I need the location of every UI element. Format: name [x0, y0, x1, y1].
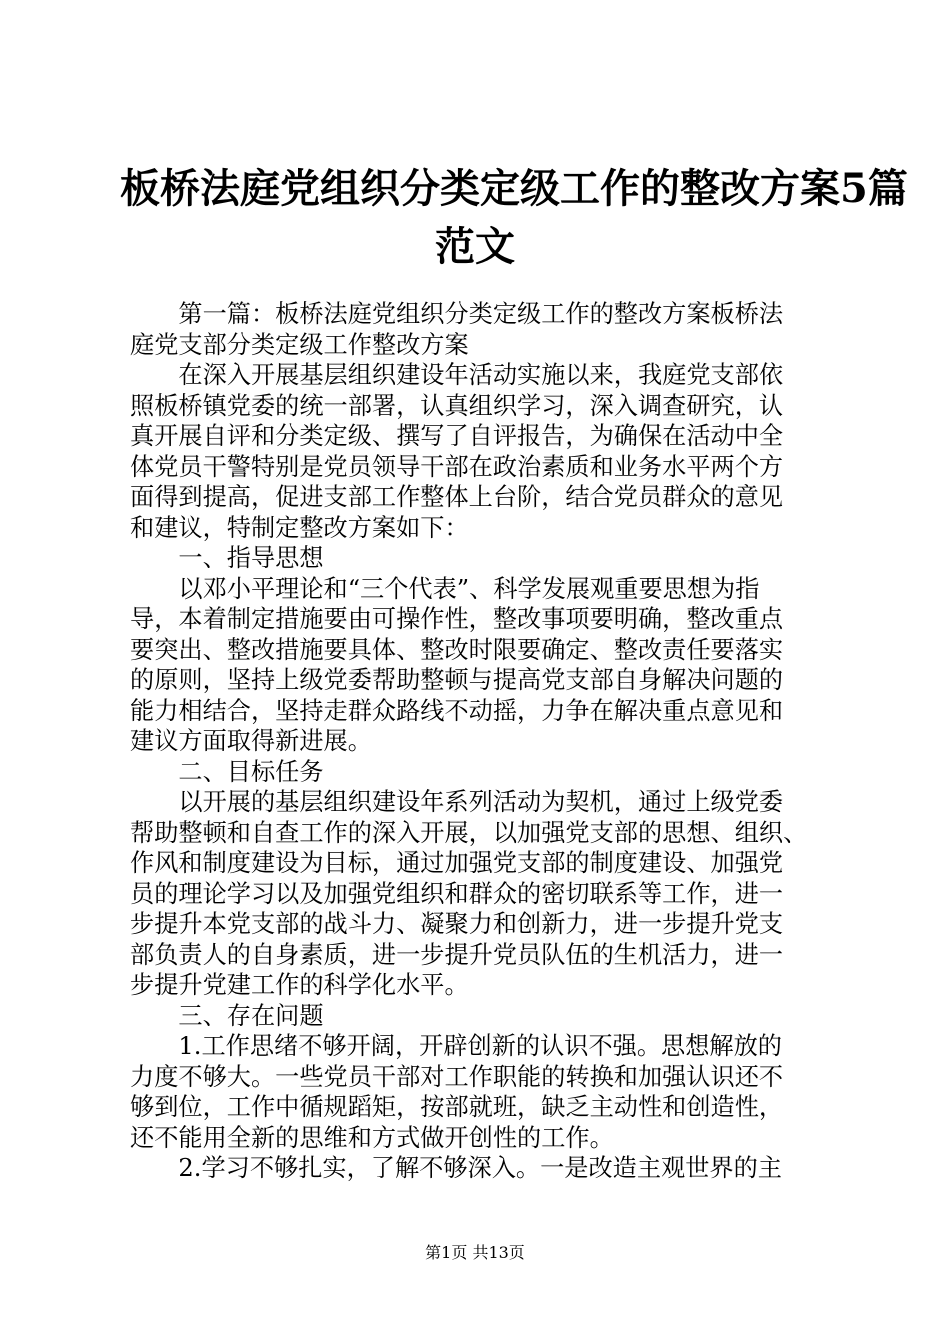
body-line: 够到位，工作中循规蹈矩，按部就班，缺乏主动性和创造性，: [130, 1093, 784, 1121]
document-body: [130, 299, 830, 1184]
body-line: 2.学习不够扎实，了解不够深入。一是改造主观世界的主: [130, 1154, 782, 1182]
body-line: 三、存在问题: [130, 1001, 324, 1030]
body-line: 力度不够大。一些党员干部对工作职能的转换和加强认识还不: [130, 1062, 784, 1091]
body-line: 作风和制度建设为目标，通过加强党支部的制度建设、加强党: [130, 849, 784, 877]
body-line: 的原则，坚持上级党委帮助整顿与提高党支部自身解决问题的: [130, 666, 784, 694]
body-line: 员的理论学习以及加强党组织和群众的密切联系等工作，进一: [130, 879, 784, 908]
body-line: 还不能用全新的思维和方式做开创性的工作。: [130, 1123, 614, 1152]
body-line: 步提升党建工作的科学化水平。: [130, 971, 469, 999]
body-line: 和建议，特制定整改方案如下：: [130, 513, 469, 542]
body-line: 导，本着制定措施要由可操作性，整改事项要明确，整改重点: [130, 605, 784, 633]
body-line: 二、目标任务: [130, 757, 324, 786]
body-line: 能力相结合，坚持走群众路线不动摇，力争在解决重点意见和: [130, 696, 784, 725]
body-line: 帮助整顿和自查工作的深入开展，以加强党支部的思想、组织、: [130, 818, 808, 847]
body-line: 面得到提高，促进支部工作整体上台阶，结合党员群众的意见: [130, 483, 784, 511]
body-line: 以开展的基层组织建设年系列活动为契机，通过上级党委: [130, 788, 784, 816]
body-line: 部负责人的自身素质，进一步提升党员队伍的生机活力，进一: [130, 940, 784, 969]
body-line: 庭党支部分类定级工作整改方案: [130, 330, 469, 359]
title-line: 范文: [435, 223, 515, 270]
body-line: 第一篇：板桥法庭党组织分类定级工作的整改方案板桥法: [130, 300, 784, 328]
body-line: 真开展自评和分类定级、撰写了自评报告，为确保在活动中全: [130, 422, 784, 450]
title-line: 板桥法庭党组织分类定级工作的整改方案5篇: [120, 165, 908, 212]
body-line: 步提升本党支部的战斗力、凝聚力和创新力，进一步提升党支: [130, 910, 784, 938]
body-line: 在深入开展基层组织建设年活动实施以来，我庭党支部依: [130, 361, 784, 389]
body-line: 要突出、整改措施要具体、整改时限要确定、整改责任要落实: [130, 635, 784, 664]
body-line: 一、指导思想: [130, 544, 324, 572]
body-line: 1.工作思绪不够开阔，开辟创新的认识不强。思想解放的: [130, 1032, 782, 1060]
body-line: 建议方面取得新进展。: [130, 727, 372, 755]
document-title: [120, 160, 908, 276]
body-line: 照板桥镇党委的统一部署，认真组织学习，深入调查研究，认: [130, 391, 784, 420]
page-footer: 第1页 共13页: [425, 1243, 525, 1262]
body-line: 体党员干警特别是党员领导干部在政治素质和业务水平两个方: [130, 452, 784, 481]
body-line: 以邓小平理论和“三个代表”、科学发展观重要思想为指: [130, 574, 760, 603]
